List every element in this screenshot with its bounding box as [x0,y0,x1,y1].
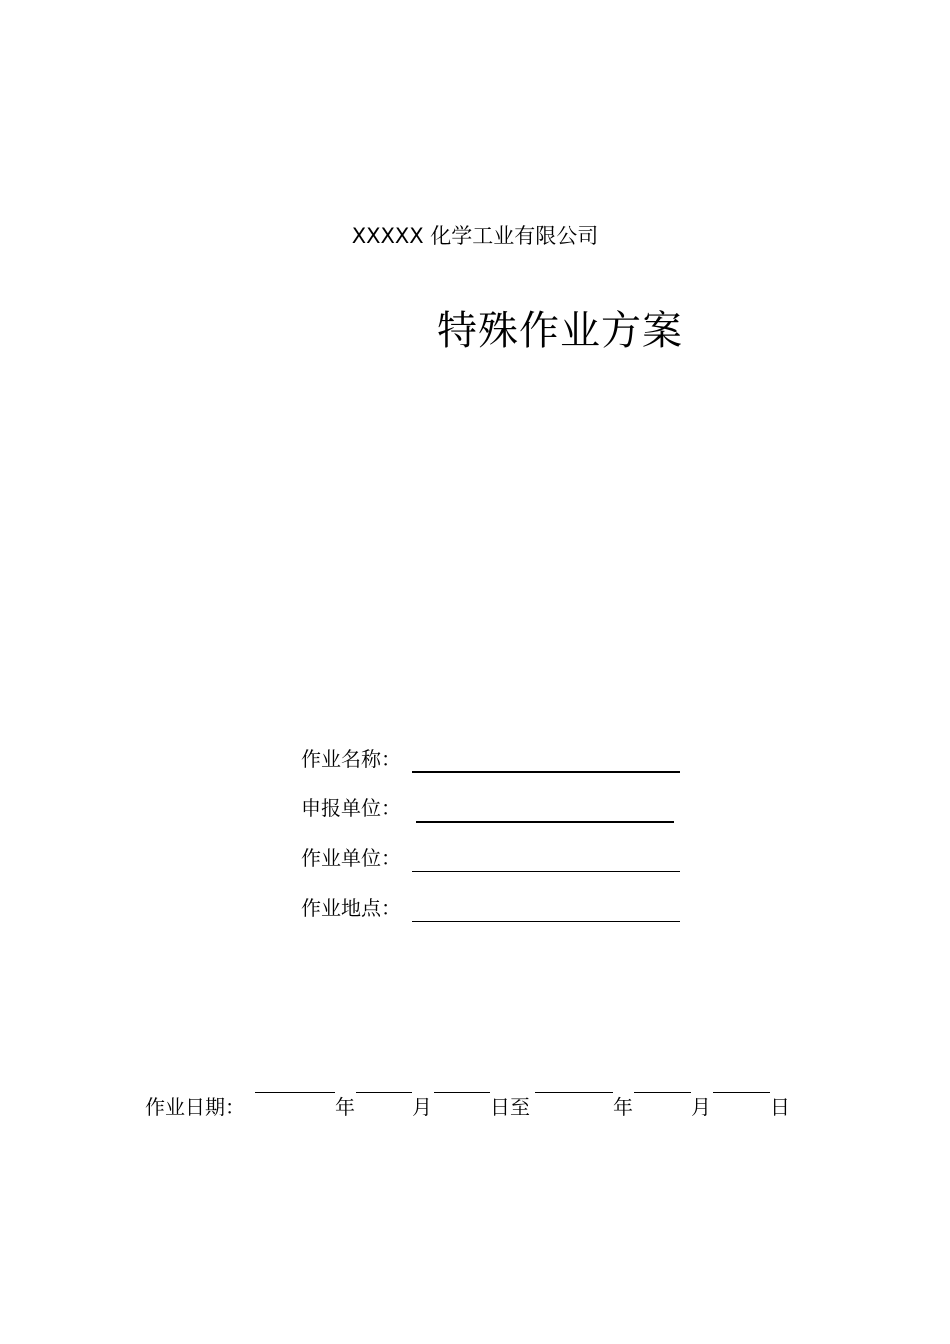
start-day-to-unit: 日至 [490,1095,530,1119]
applicant-unit-label: 申报单位： [301,796,401,820]
end-month-blank[interactable] [634,1092,691,1093]
work-location-label: 作业地点： [301,896,401,920]
work-unit-label: 作业单位： [301,846,401,870]
start-day-blank[interactable] [434,1092,490,1093]
end-year-unit: 年 [613,1095,633,1119]
end-year-blank[interactable] [535,1092,613,1093]
end-month-unit: 月 [691,1095,711,1119]
work-location-input-line[interactable] [412,921,680,922]
work-date-label: 作业日期： [145,1095,245,1119]
start-year-blank[interactable] [255,1092,335,1093]
work-unit-input-line[interactable] [412,871,680,872]
start-month-unit: 月 [412,1095,432,1119]
job-name-label: 作业名称： [301,747,401,771]
start-year-unit: 年 [335,1095,355,1119]
applicant-unit-input-line[interactable] [416,821,674,823]
end-day-unit: 日 [770,1095,790,1119]
start-month-blank[interactable] [356,1092,412,1093]
end-day-blank[interactable] [713,1092,770,1093]
job-name-input-line[interactable] [412,771,680,773]
company-name: XXXXX 化学工业有限公司 [351,224,599,248]
document-title: 特殊作业方案 [437,308,683,354]
